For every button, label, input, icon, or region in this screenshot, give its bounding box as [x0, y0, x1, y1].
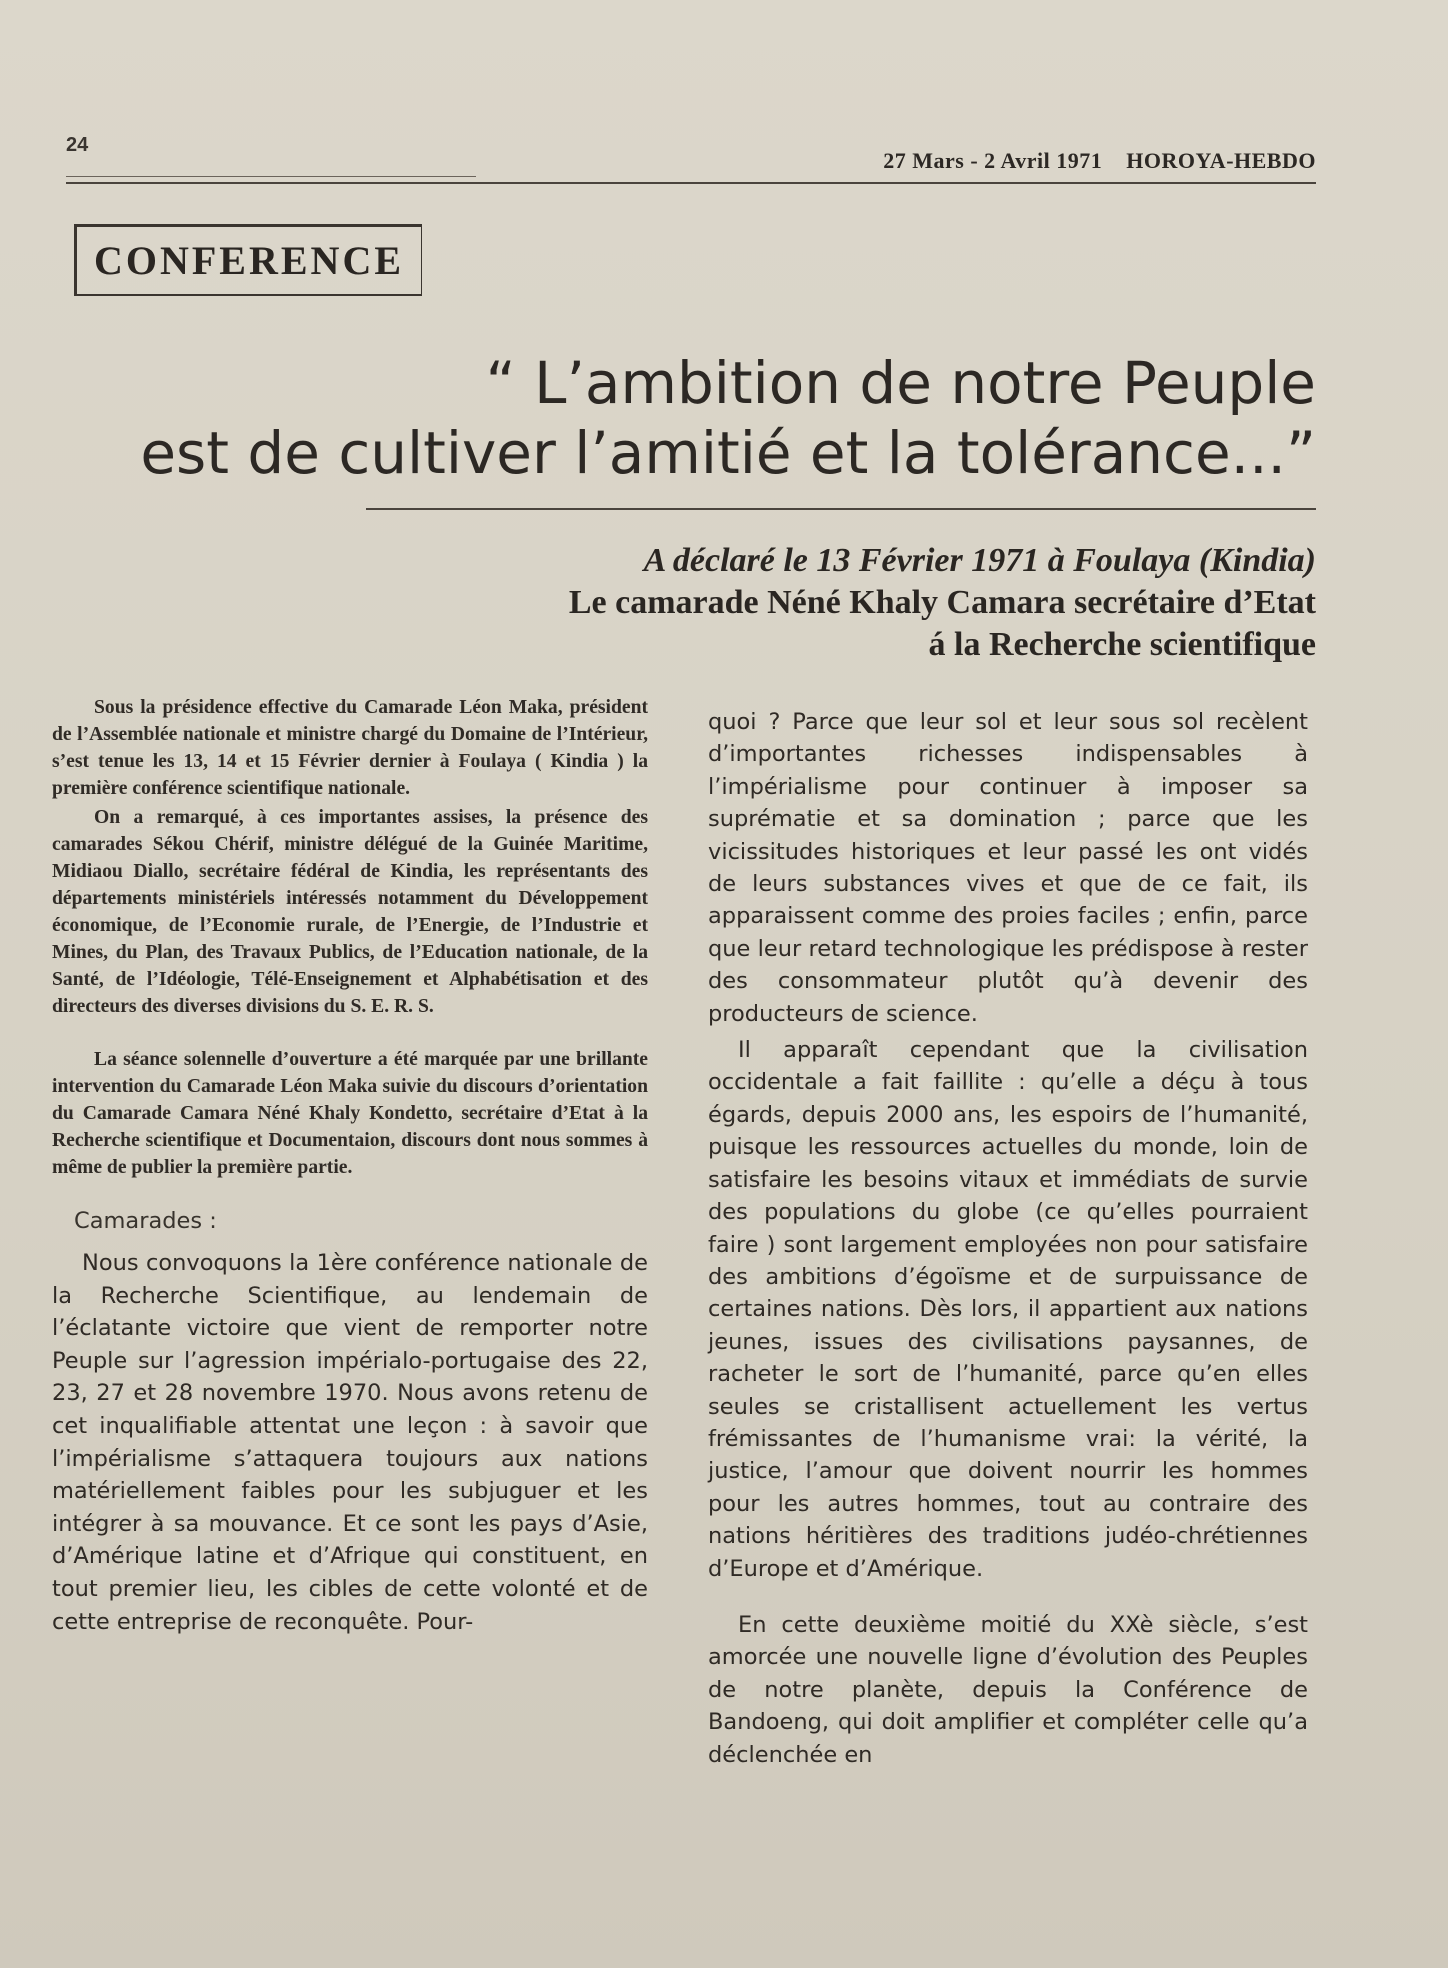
- body-paragraph: Nous convoquons la 1ère conférence nationale de la Recherche Scientifique, au lendemain de l’éclatante victoire que vient de remporter notre Peuple sur l’agression impérialo-portugaise des 22, 23, 27 et 28 novembre 1970. Nous avons retenu de cet inqualifiable attentat une leçon : à savoir que l’impérialisme s’attaquera toujours aux nations matériellement faibles pour les subjuguer et les intégrer à sa mouvance. Et ce sont les pays d’Asie, d’Amérique latine et d’Afrique qui constituent, en tout premier lieu, les cibles de cette volonté et de cette entreprise de reconquête. Pour-: [52, 1250, 648, 1635]
- headline: [116, 348, 1316, 488]
- headline-line-1: “ L’ambition de notre Peuple: [485, 349, 1316, 417]
- subheadline: [96, 540, 1316, 666]
- salutation: Camarades :: [74, 1208, 217, 1234]
- body-paragraph: quoi ? Parce que leur sol et leur sous sol recèlent d’importantes richesses indispensables à l’impérialisme pour continuer à imposer sa suprématie et sa domination ; parce que les vicissitudes historiques et leur passé les ont vidés de leurs substances vives et que de ce fait, ils apparaissent comme des proies faciles ; enfin, parce que leur retard technologique les prédispose à rester des consommateur plutôt qu’à devenir des producteurs de science.: [708, 709, 1308, 1027]
- headline-rule: [366, 508, 1316, 510]
- headline-line-2: est de cultiver l’amitié et la tolérance...”: [140, 419, 1316, 487]
- header-rule-short: [66, 176, 476, 177]
- subhead-line-2: Le camarade Néné Khaly Camara secrétaire d’Etat: [568, 584, 1316, 621]
- subhead-line-1: A déclaré le 13 Février 1971 à Foulaya (Kindia): [643, 542, 1316, 579]
- intro-paragraph: Sous la présidence effective du Camarade Léon Maka, président de l’Assemblée nationale et ministre chargé du Domaine de l’Intérieur, s’est tenue les 13, 14 et 15 Février dernier à Foulaya ( Kindia ) la première conférence scientifique nationale.: [52, 697, 648, 799]
- issue-date: 27 Mars - 2 Avril 1971: [883, 148, 1103, 173]
- body-paragraph: Il apparaît cependant que la civilisation occidentale a fait faillite : qu’elle a déçu à tous égards, depuis 2000 ans, les espoirs de l’humanité, puisque les ressources actuelles du monde, loin de satisfaire les besoins vitaux et immédiats de survie des populations du globe (ce qu’elles pourraient faire ) sont largement employées non pour satisfaire des ambitions d’égoïsme et de surpuissance de certaines nations. Dès lors, il appartient aux nations jeunes, issues des civilisations paysannes, de racheter le sort de l’humanité, parce qu’en elles seules se cristallisent actuellement les vertus frémissantes de l’humanisme vrai: la vérité, la justice, l’amour que doivent nourrir les hommes pour les autres hommes, tout au contraire des nations héritières des traditions judéo-chrétiennes d’Europe et d’Amérique.: [708, 1037, 1308, 1582]
- article-column-right: [708, 706, 1308, 1771]
- page-number: 24: [66, 134, 89, 156]
- body-paragraph: En cette deuxième moitié du XXè siècle, s’est amorcée une nouvelle ligne d’évolution des Peuples de notre planète, depuis la Conférence de Bandoeng, qui doit amplifier et compléter celle qu’a déclenchée en: [708, 1611, 1308, 1768]
- subhead-line-3: á la Recherche scientifique: [928, 626, 1316, 663]
- intro-paragraph: On a remarqué, à ces importantes assises, la présence des camarades Sékou Chérif, ministre délégué de la Guinée Maritime, Midiaou Diallo, secrétaire fédéral de Kindia, les représentants des départements ministériels intéressés notamment du Développement économique, de l’Economie rurale, de l’Energie, de l’Industrie et Mines, du Plan, des Travaux Publics, de l’Education nationale, de la Santé, de l’Idéologie, Télé-Enseignement et Alphabétisation et des directeurs des diverses divisions du S. E. R. S.: [52, 807, 648, 1017]
- header-rule: [66, 182, 1316, 184]
- page-header: [66, 128, 1316, 188]
- article-column-left: [52, 694, 648, 1638]
- intro-paragraph: La séance solennelle d’ouverture a été marquée par une brillante intervention du Camarade Léon Maka suivie du discours d’orientation du Camarade Camara Néné Khaly Kondetto, secrétaire d’Etat à la Recherche scientifique et Documentaion, discours dont nous sommes à même de publier la première partie.: [52, 1049, 648, 1178]
- section-label: CONFERENCE: [93, 238, 405, 283]
- issue-line: [883, 148, 1316, 174]
- publication-name: HOROYA-HEBDO: [1126, 148, 1316, 173]
- section-box: [74, 224, 422, 296]
